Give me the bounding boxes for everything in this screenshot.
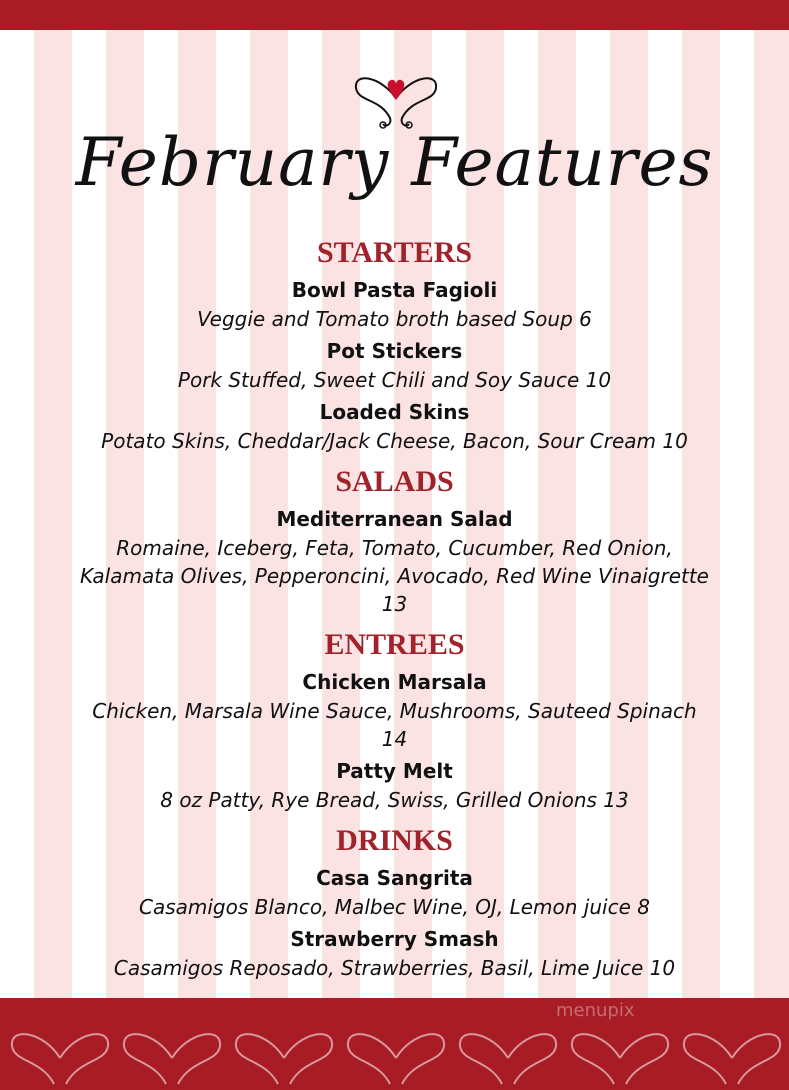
menu-item-description-line: Romaine, Iceberg, Feta, Tomato, Cucumber, Red Onion, xyxy=(116,536,673,560)
menu-item-description-line: Chicken, Marsala Wine Sauce, Mushrooms, Sauteed Spinach xyxy=(92,699,697,723)
heart-outline-icon xyxy=(0,998,789,1090)
section-entrees xyxy=(0,622,789,814)
menu-item-name: Casa Sangrita xyxy=(316,866,473,890)
menu-content xyxy=(0,230,789,986)
menu-item-name: Mediterranean Salad xyxy=(276,507,513,531)
bottom-heart-band xyxy=(0,998,789,1090)
menu-item-description: Casamigos Blanco, Malbec Wine, OJ, Lemon juice 8 xyxy=(139,895,650,919)
section-starters xyxy=(0,230,789,455)
section-heading: DRINKS xyxy=(336,824,453,857)
menu-item-name: Bowl Pasta Fagioli xyxy=(291,278,498,302)
menu-item-name: Strawberry Smash xyxy=(290,927,499,951)
menu-item-description: Casamigos Reposado, Strawberries, Basil, Lime Juice 10 xyxy=(113,956,676,980)
section-drinks xyxy=(0,818,789,982)
menu-item-name: Pot Stickers xyxy=(326,339,463,363)
menu-item-price: 13 xyxy=(381,592,408,616)
menu-item-name: Patty Melt xyxy=(336,759,453,783)
watermark: menupix xyxy=(556,1000,635,1021)
section-heading: STARTERS xyxy=(316,236,473,269)
section-salads xyxy=(0,459,789,618)
page-title: February Features xyxy=(75,124,714,201)
menu-item-price: 14 xyxy=(381,727,408,751)
top-red-band xyxy=(0,0,789,30)
menu-item-description: Veggie and Tomato broth based Soup 6 xyxy=(197,307,592,331)
section-heading: SALADS xyxy=(335,465,454,498)
menu-item-name: Chicken Marsala xyxy=(302,670,487,694)
menu-item-description: 8 oz Patty, Rye Bread, Swiss, Grilled Onions 13 xyxy=(160,788,629,812)
menu-item-description: Pork Stuffed, Sweet Chili and Soy Sauce 10 xyxy=(177,368,612,392)
menu-item-description: Potato Skins, Cheddar/Jack Cheese, Bacon, Sour Cream 10 xyxy=(101,429,688,453)
menu-item-description-line: Kalamata Olives, Pepperoncini, Avocado, Red Wine Vinaigrette xyxy=(79,564,709,588)
section-heading: ENTREES xyxy=(324,628,465,661)
menu-item-name: Loaded Skins xyxy=(319,400,470,424)
